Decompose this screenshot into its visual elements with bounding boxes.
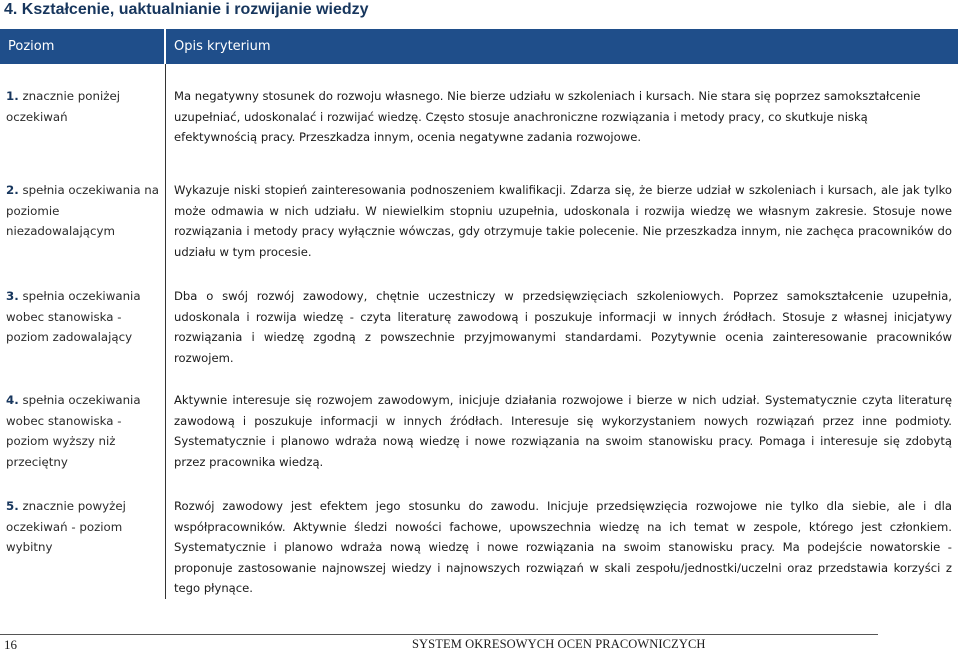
level-cell bbox=[0, 386, 166, 474]
header-description: Opis kryterium bbox=[166, 29, 958, 64]
level-number: 3. bbox=[6, 289, 19, 303]
table-row bbox=[0, 176, 958, 264]
description-cell: Aktywnie interesuje się rozwojem zawodowym, inicjuje działania rozwojowe i bierze w nich udział. Systematycznie czyta literaturę zawodową i poszukuje informacji w innych źródłach. Interesuje się wykorzystaniem nowych rozwiązań przez inne podmioty. Systematycznie i planowo wdraża nową wiedzę i nowe rozwiązania na swoim stanowisku pracy. Pomaga i interesuje się zdobytą przez pracownika wiedzą. bbox=[174, 393, 952, 469]
table-row bbox=[0, 82, 958, 158]
level-label: znacznie poniżej oczekiwań bbox=[6, 89, 120, 124]
table-row bbox=[0, 282, 958, 368]
description-cell: Wykazuje niski stopień zainteresowania podnoszeniem kwalifikacji. Zdarza się, że bierze udział w szkoleniach i kursach, ale jak tylko może odmawia w nich udziału. W niewielkim stopniu uzupełnia, udoskonala i rozwija wiedzę we własnym zakresie. Stosuje nowe rozwiązania i metody pracy wyłącznie wówczas, gdy otrzymuje takie polecenie. Nie przeszkadza innym, nie zachęca pracowników do udziału w tym procesie. bbox=[174, 183, 952, 259]
level-cell bbox=[0, 82, 166, 158]
header-level: Poziom bbox=[0, 29, 166, 64]
level-label: spełnia oczekiwania wobec stanowiska - poziom wyższy niż przeciętny bbox=[6, 393, 141, 469]
level-cell bbox=[0, 282, 166, 368]
description-cell: Rozwój zawodowy jest efektem jego stosunku do zawodu. Inicjuje przedsięwzięcia rozwojowe nie tylko dla siebie, ale i dla współpracowników. Aktywnie śledzi nowości fachowe, upowszechnia wiedzę na ich temat w zespole, którego jest członkiem. Systematycznie i planowo wdraża nową wiedzę i nowe rozwiązania na swoim stanowisku pracy. Ma podejście nowatorskie - proponuje zastosowanie najnowszej wiedzy i najnowszych rozwiązań w skali zespołu/jednostki/uczelni oraz przedstawia korzyści z tego płynące. bbox=[174, 499, 952, 595]
table-header-row bbox=[0, 29, 958, 64]
description-cell: Ma negatywny stosunek do rozwoju własnego. Nie bierze udziału w szkoleniach i kursach. Nie stara się poprzez samokształcenie uzupełniać, udoskonalać i rozwijać wiedzę. Często stosuje anachroniczne rozwiązania i metody pracy, co skutkuje niską efektywnością pracy. Przeszkadza innym, ocenia negatywne zadania rozwojowe. bbox=[174, 89, 921, 144]
section-title: 4. Kształcenie, uaktualnianie i rozwijanie wiedzy bbox=[4, 1, 369, 18]
level-number: 4. bbox=[6, 393, 19, 407]
level-number: 1. bbox=[6, 89, 19, 103]
criteria-table bbox=[0, 29, 958, 599]
table-row bbox=[0, 492, 958, 599]
page-number: 16 bbox=[4, 637, 17, 652]
footer-divider bbox=[0, 634, 878, 635]
level-label: spełnia oczekiwania wobec stanowiska - poziom zadowalający bbox=[6, 289, 141, 344]
level-number: 2. bbox=[6, 183, 19, 197]
level-cell bbox=[0, 492, 166, 599]
description-cell: Dba o swój rozwój zawodowy, chętnie uczestniczy w przedsięwzięciach szkoleniowych. Poprzez samokształcenie uzupełnia, udoskonala i rozwija wiedzę - czyta literaturę zawodową i poszukuje informacji w innych źródłach. Stosuje z własnej inicjatywy rozwiązania i wiedzę zgodną z powszechnie przyjmowanymi standardami. Pozytywnie ocenia zainteresowanie pracowników rozwojem. bbox=[174, 289, 952, 365]
footer-document-title: SYSTEM OKRESOWYCH OCEN PRACOWNICZYCH bbox=[412, 637, 706, 651]
table-row bbox=[0, 386, 958, 474]
level-cell bbox=[0, 176, 166, 264]
level-label: znacznie powyżej oczekiwań - poziom wybitny bbox=[6, 499, 126, 554]
level-number: 5. bbox=[6, 499, 19, 513]
level-label: spełnia oczekiwania na poziomie niezadowalającym bbox=[6, 183, 160, 238]
